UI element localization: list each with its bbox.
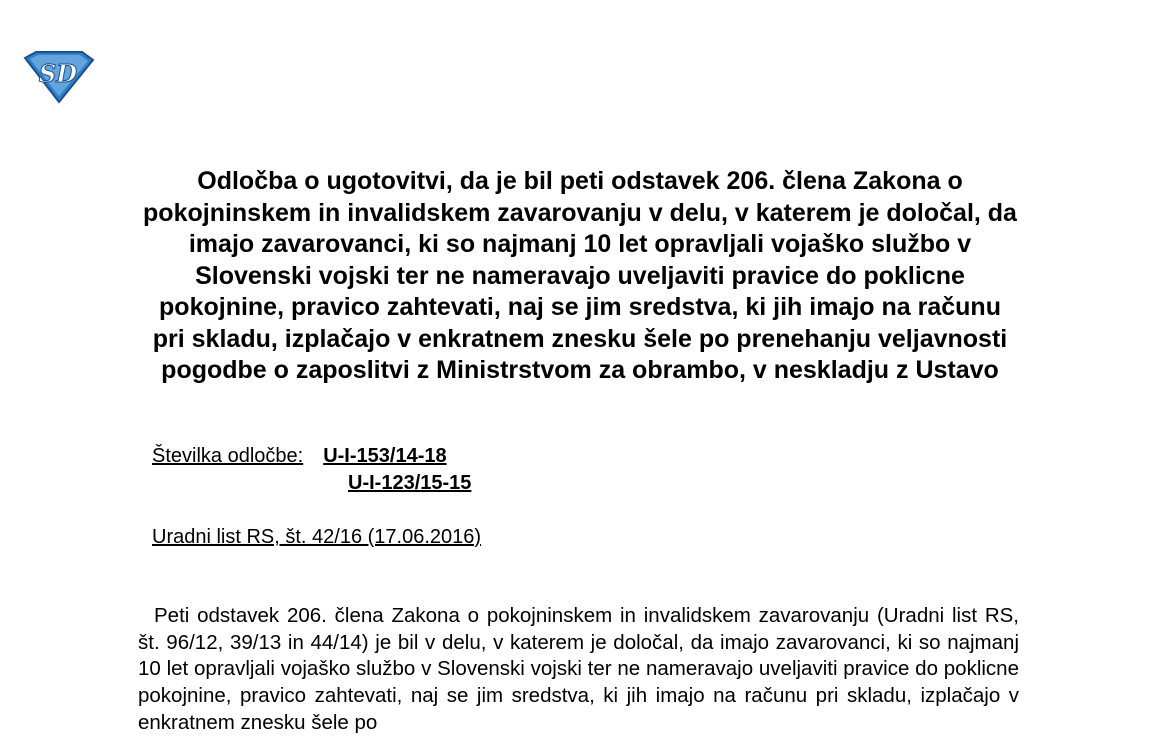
decision-body-paragraph: Peti odstavek 206. člena Zakona o pokojninskem in invalidskem zavarovanju (Uradni list RS, št. 96/12, 39/13 in 44/14) je bil v delu, v katerem je določal, da imajo zavarovanci, ki so najmanj 10 let opravljali vojaško službo v Slovenski vojski ter ne nameravajo uveljaviti pravice do poklicne pokojnine, pravico zahtevati, naj se jim sredstva, ki jih imajo na računu pri skladu, izplačajo v enkratnem znesku šele po [138,604,1019,734]
document-title: Odločba o ugotovitvi, da je bil peti odstavek 206. člena Zakona o pokojninskem in invalidskem zavarovanju v delu, v katerem je določal, da imajo zavarovanci, ki so najmanj 10 let opravljali vojaško službo v Slovenski vojski ter ne nameravajo uveljaviti pravice do poklicne pokojnine, pravico zahtevati, naj se jim sredstva, ki jih imajo na računu pri skladu, izplačajo v enkratnem znesku šele po prenehanju veljavnosti pogodbe o zaposlitvi z Ministrstvom za obrambo, v neskladju z Ustavo [143,167,1017,384]
case-number-label: Številka odločbe: [152,445,304,467]
court-logo [22,50,96,104]
case-number: U-I-153/14-18 [323,445,447,467]
official-gazette-reference: Uradni list RS, št. 42/16 (17.06.2016) [152,526,482,548]
case-number: U-I-123/15-15 [348,472,472,494]
svg-text:SD: SD [38,59,78,88]
case-number-row [152,443,447,469]
court-shield-logo-icon [22,50,96,104]
